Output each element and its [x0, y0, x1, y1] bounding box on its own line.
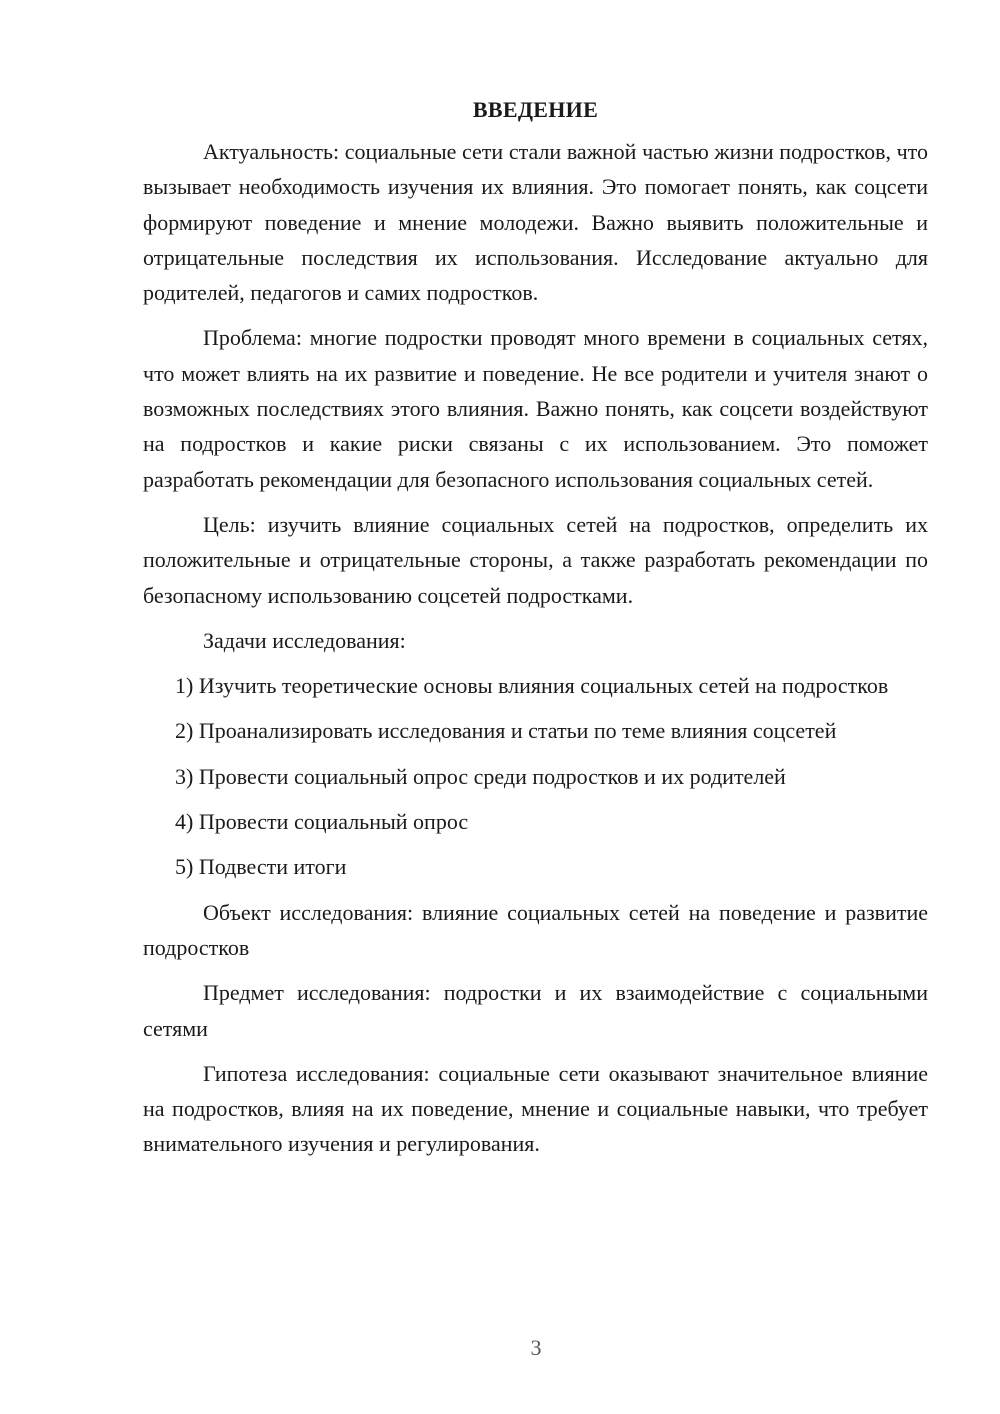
task-item-3: 3) Провести социальный опрос среди подростков и их родителей [175, 763, 786, 789]
paragraph-relevance: Актуальность: социальные сети стали важной частью жизни подростков, что вызывает необходимость изучения их влияния. Это помогает понять, как соцсети формируют поведение и мнение молодежи. Важно выявить положительные и отрицательные последствия их использования. Исследование актуально для родителей, педагогов и самих подростков. [143, 139, 928, 306]
task-item-1: 1) Изучить теоретические основы влияния социальных сетей на подростков [175, 673, 889, 699]
paragraph-goal: Цель: изучить влияние социальных сетей на подростков, определить их положительные и отрицательные стороны, а также разработать рекомендации по безопасному использованию соцсетей подростками. [143, 511, 928, 608]
page-number: 3 [530, 1335, 542, 1360]
page-title: ВВЕДЕНИЕ [472, 97, 599, 122]
task-item-5: 5) Подвести итоги [175, 854, 347, 880]
task-item-4: 4) Провести социальный опрос [175, 809, 469, 835]
tasks-heading: Задачи исследования: [203, 627, 406, 653]
page-content [143, 92, 928, 1172]
task-item-2: 2) Проанализировать исследования и статьи по теме влияния соцсетей [175, 718, 837, 744]
paragraph-object: Объект исследования: влияние социальных сетей на поведение и развитие подростков [143, 899, 928, 960]
paragraph-subject: Предмет исследования: подростки и их взаимодействие с социальными сетями [143, 980, 928, 1041]
paragraph-problem: Проблема: многие подростки проводят много времени в социальных сетях, что может влиять на их развитие и поведение. Не все родители и учителя знают о возможных последствиях этого влияния. Важно понять, как соцсети воздействуют на подростков и какие риски связаны с их использованием. Это поможет разработать рекомендации для безопасного использования социальных сетей. [143, 325, 928, 492]
paragraph-hypothesis: Гипотеза исследования: социальные сети оказывают значительное влияние на подростков, влияя на их поведение, мнение и социальные навыки, что требует внимательного изучения и регулирования. [143, 1060, 928, 1157]
